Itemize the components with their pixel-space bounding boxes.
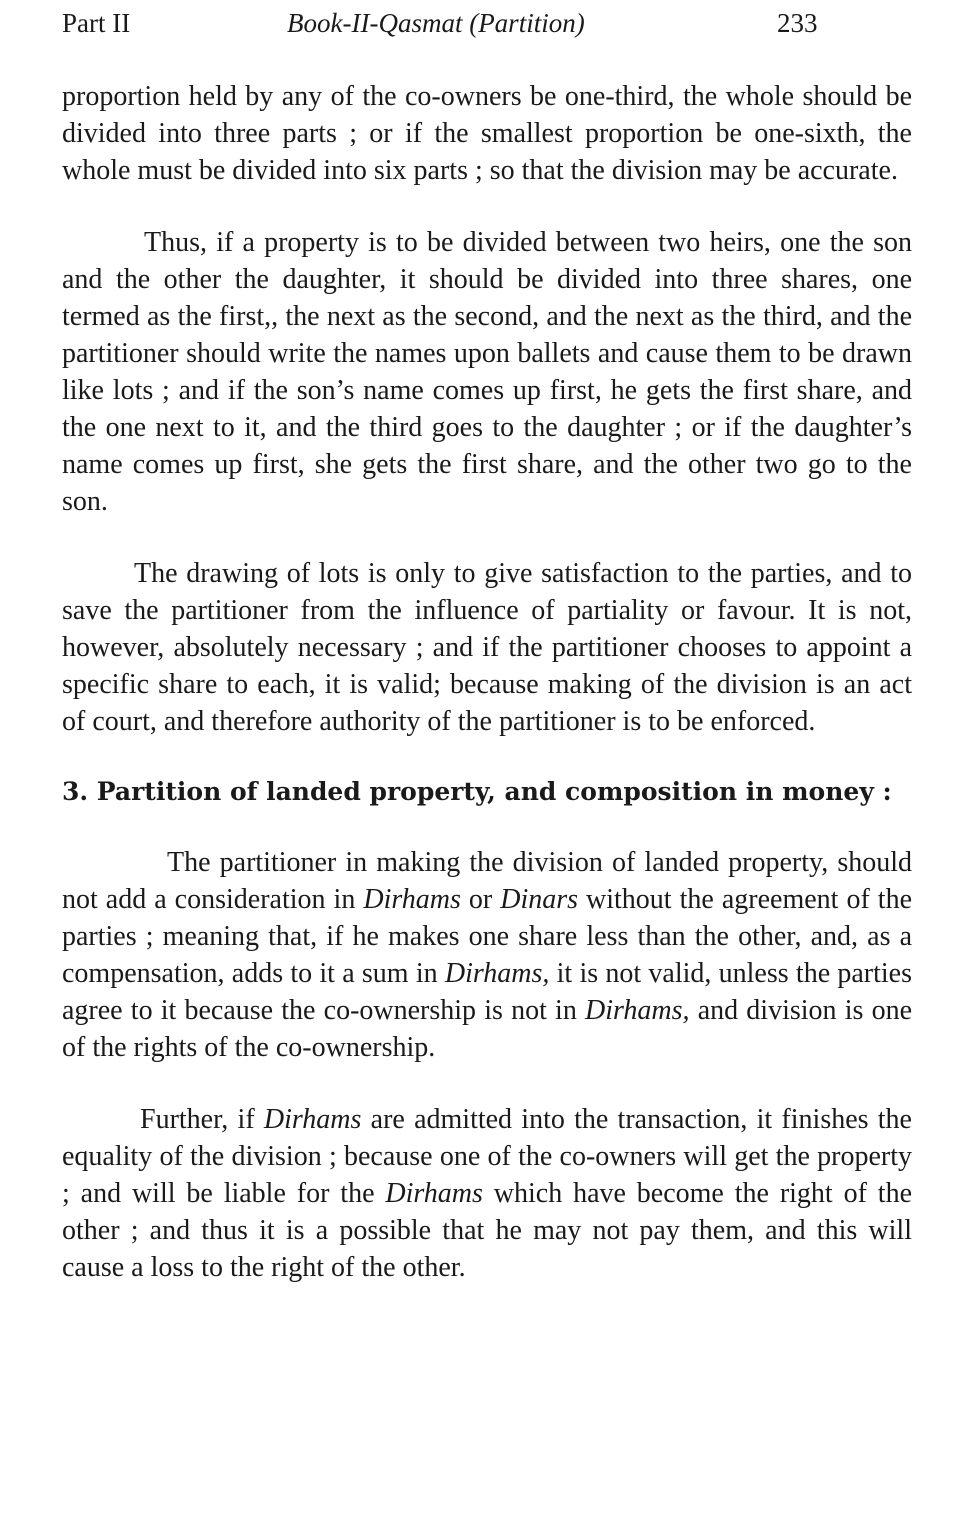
paragraph: The partitioner in making the division of landed property, should not add a consideration in Dirhams or Dinars without the agreement of the parties ; meaning that, if he makes one share less than the other, and, as a compensation, adds to it a sum in Dirhams, it is not valid, unless the parties agree to it because the co-ownership is not in Dirhams, and division is one of the rights of the co-ownership. bbox=[62, 847, 913, 1063]
page-number: 233 bbox=[777, 8, 818, 38]
italic-term: Dirhams bbox=[385, 1178, 483, 1209]
italic-term: Dirhams bbox=[363, 884, 461, 915]
paragraph: Thus, if a property is to be divided between two heirs, one the son and the other the daughter, it should be divided into three shares, one termed as the first,, the next as the second, and the next as the third, and the partitioner should write the names upon ballets and cause them to be drawn like lots ; and if the son’s name comes up first, he gets the first share, and the one next to it, and the third goes to the daughter ; or if the daughter’s name comes up first, she gets the first share, and the other two go to the son. bbox=[62, 227, 912, 517]
italic-term: Dirhams, bbox=[585, 995, 690, 1026]
header-part-label: Part II bbox=[62, 8, 131, 38]
section-heading: 3. Partition of landed property, and composition in money : bbox=[62, 777, 892, 806]
italic-term: Dinars bbox=[500, 884, 579, 915]
page-body bbox=[62, 78, 912, 1286]
italic-term: Dirhams, bbox=[444, 958, 550, 989]
header-book-title: Book-II-Qasmat (Partition) bbox=[287, 8, 585, 38]
page-header bbox=[62, 8, 912, 44]
paragraph: proportion held by any of the co-owners be one-third, the whole should be divided into three parts ; or if the smallest proportion be one-sixth, the whole must be divided into six parts ; so that the division may be accurate. bbox=[62, 81, 912, 186]
italic-term: Dirhams bbox=[263, 1104, 362, 1135]
paragraph: Further, if Dirhams are admitted into the transaction, it finishes the equality of the division ; because one of the co-owners will get the property ; and will be liable for the Dirhams which have become the right of the other ; and thus it is a possible that he may not pay them, and this will cause a loss to the right of the other. bbox=[62, 1104, 912, 1283]
paragraph: The drawing of lots is only to give satisfaction to the parties, and to save the partitioner from the influence of partiality or favour. It is not, however, absolutely necessary ; and if the partitioner chooses to appoint a specific share to each, it is valid; because making of the division is an act of court, and therefore authority of the partitioner is to be enforced. bbox=[62, 558, 912, 737]
